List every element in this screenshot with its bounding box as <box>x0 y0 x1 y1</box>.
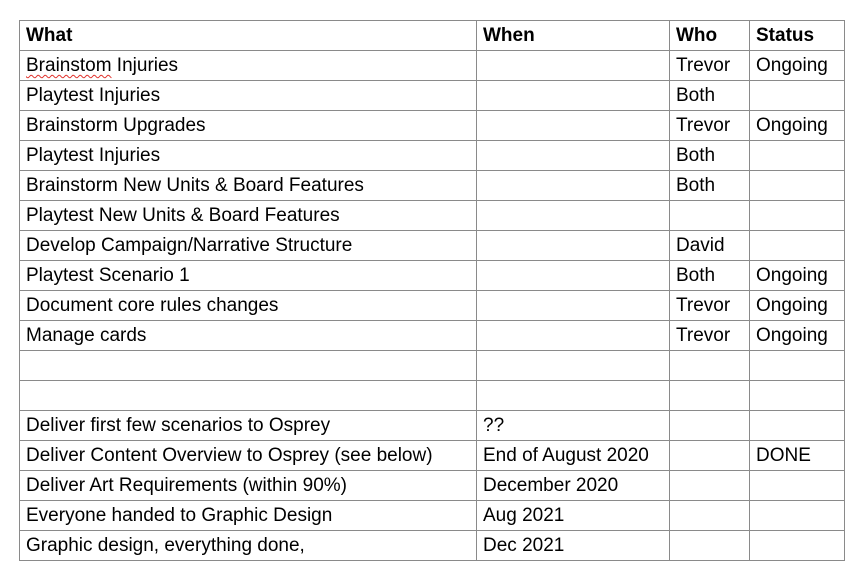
header-who: Who <box>670 21 750 51</box>
cell-status <box>750 201 845 231</box>
cell-what <box>20 51 477 81</box>
cell-when: Dec 2021 <box>477 531 670 561</box>
cell-when <box>477 201 670 231</box>
table-row <box>20 411 845 441</box>
cell-who: David <box>670 231 750 261</box>
cell-status: DONE <box>750 441 845 471</box>
cell-what: Deliver first few scenarios to Osprey <box>20 411 477 441</box>
cell-who <box>670 441 750 471</box>
cell-status <box>750 231 845 261</box>
cell-what: Playtest Injuries <box>20 141 477 171</box>
cell-when <box>477 51 670 81</box>
cell-who <box>670 381 750 411</box>
cell-when <box>477 231 670 261</box>
cell-status <box>750 381 845 411</box>
cell-when: End of August 2020 <box>477 441 670 471</box>
table-row <box>20 111 845 141</box>
cell-what <box>20 381 477 411</box>
cell-what: Everyone handed to Graphic Design <box>20 501 477 531</box>
cell-status: Ongoing <box>750 111 845 141</box>
cell-who: Both <box>670 141 750 171</box>
cell-when: Aug 2021 <box>477 501 670 531</box>
cell-when <box>477 261 670 291</box>
cell-what: Playtest New Units & Board Features <box>20 201 477 231</box>
cell-status <box>750 81 845 111</box>
cell-status <box>750 171 845 201</box>
table-row <box>20 501 845 531</box>
cell-status <box>750 471 845 501</box>
cell-who: Trevor <box>670 111 750 141</box>
table-row <box>20 321 845 351</box>
cell-when <box>477 321 670 351</box>
table-row <box>20 351 845 381</box>
table-row <box>20 531 845 561</box>
table-row <box>20 51 845 81</box>
cell-what: Graphic design, everything done, <box>20 531 477 561</box>
cell-status: Ongoing <box>750 291 845 321</box>
header-row <box>20 21 845 51</box>
cell-who <box>670 201 750 231</box>
cell-when: December 2020 <box>477 471 670 501</box>
header-what: What <box>20 21 477 51</box>
misspelled-word: Brainstom <box>26 55 112 76</box>
table-row <box>20 141 845 171</box>
cell-what <box>20 351 477 381</box>
cell-what: Brainstorm New Units & Board Features <box>20 171 477 201</box>
cell-who: Both <box>670 261 750 291</box>
table-row <box>20 201 845 231</box>
cell-when <box>477 291 670 321</box>
cell-who <box>670 411 750 441</box>
table-row <box>20 471 845 501</box>
cell-when <box>477 171 670 201</box>
cell-what: Manage cards <box>20 321 477 351</box>
cell-status <box>750 531 845 561</box>
table-row <box>20 171 845 201</box>
cell-what: Playtest Scenario 1 <box>20 261 477 291</box>
cell-status <box>750 411 845 441</box>
task-table <box>19 20 845 561</box>
table-row <box>20 291 845 321</box>
cell-what: Develop Campaign/Narrative Structure <box>20 231 477 261</box>
cell-what: Brainstorm Upgrades <box>20 111 477 141</box>
cell-when <box>477 381 670 411</box>
cell-what: Document core rules changes <box>20 291 477 321</box>
cell-status <box>750 501 845 531</box>
cell-who <box>670 501 750 531</box>
cell-what-rest: Injuries <box>111 55 179 76</box>
cell-status: Ongoing <box>750 51 845 81</box>
cell-who: Both <box>670 81 750 111</box>
cell-who <box>670 471 750 501</box>
cell-who: Both <box>670 171 750 201</box>
cell-who: Trevor <box>670 291 750 321</box>
cell-status: Ongoing <box>750 321 845 351</box>
table-row <box>20 231 845 261</box>
table-row <box>20 441 845 471</box>
cell-who: Trevor <box>670 51 750 81</box>
cell-when: ?? <box>477 411 670 441</box>
header-when: When <box>477 21 670 51</box>
cell-what: Deliver Art Requirements (within 90%) <box>20 471 477 501</box>
cell-what: Deliver Content Overview to Osprey (see below) <box>20 441 477 471</box>
cell-status: Ongoing <box>750 261 845 291</box>
cell-who <box>670 531 750 561</box>
cell-when <box>477 81 670 111</box>
cell-what: Playtest Injuries <box>20 81 477 111</box>
table-row <box>20 81 845 111</box>
cell-who: Trevor <box>670 321 750 351</box>
table-row <box>20 381 845 411</box>
cell-status <box>750 351 845 381</box>
table-row <box>20 261 845 291</box>
cell-when <box>477 111 670 141</box>
cell-when <box>477 351 670 381</box>
cell-status <box>750 141 845 171</box>
header-status: Status <box>750 21 845 51</box>
cell-who <box>670 351 750 381</box>
cell-when <box>477 141 670 171</box>
